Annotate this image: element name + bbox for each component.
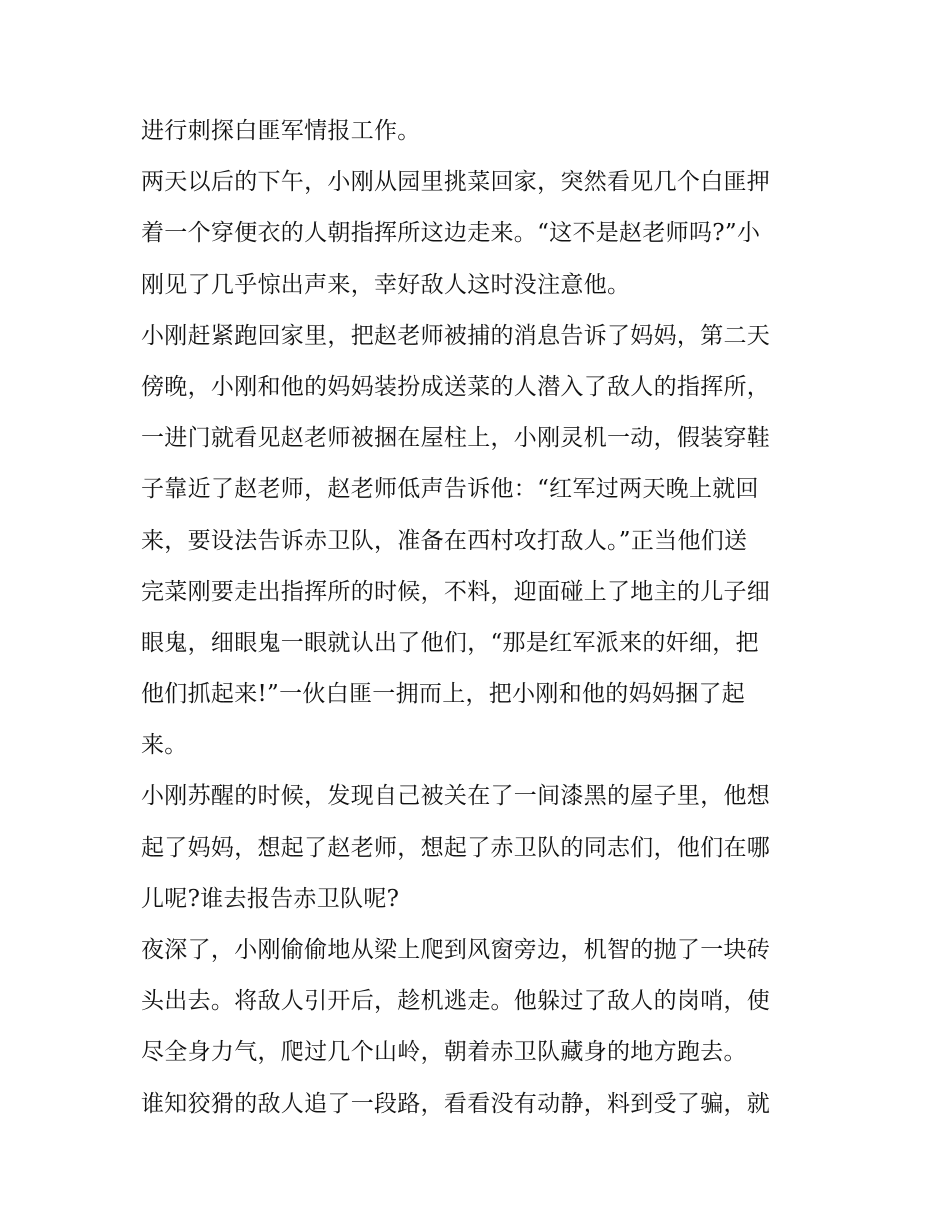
text-line-6: 傍晚，小刚和他的妈妈装扮成送菜的人潜入了敌人的指挥所，: [141, 373, 771, 400]
text-line-7: 一进门就看见赵老师被捆在屋柱上，小刚灵机一动，假装穿鞋: [141, 425, 771, 452]
story-text-block: [141, 106, 821, 1130]
text-line-15: 起了妈妈，想起了赵老师，想起了赤卫队的同志们，他们在哪: [141, 834, 771, 861]
text-line-9: 来，要设法告诉赤卫队，准备在西村攻打敌人。”正当他们送: [141, 527, 748, 554]
text-line-16: 儿呢?谁去报告赤卫队呢?: [141, 885, 400, 912]
text-line-2: 两天以后的下午，小刚从园里挑菜回家，突然看见几个白匪押: [141, 169, 771, 196]
text-line-4: 刚见了几乎惊出声来，幸好敌人这时没注意他。: [141, 271, 631, 298]
text-line-20: 谁知狡猾的敌人追了一段路，看看没有动静，料到受了骗，就: [141, 1090, 771, 1117]
text-line-3: 着一个穿便衣的人朝指挥所这边走来。“这不是赵老师吗?”小: [141, 220, 761, 247]
text-line-10: 完菜刚要走出指挥所的时候，不料，迎面碰上了地主的儿子细: [141, 578, 771, 605]
text-line-13: 来。: [141, 732, 188, 759]
text-line-11: 眼鬼，细眼鬼一眼就认出了他们，“那是红军派来的奸细，把: [141, 629, 759, 656]
text-line-5: 小刚赶紧跑回家里，把赵老师被捕的消息告诉了妈妈，第二天: [141, 322, 771, 349]
text-line-17: 夜深了，小刚偷偷地从梁上爬到风窗旁边，机智的抛了一块砖: [141, 937, 771, 963]
text-line-8: 子靠近了赵老师，赵老师低声告诉他：“红军过两天晚上就回: [141, 476, 759, 503]
text-line-12: 他们抓起来!”一伙白匪一拥而上，把小刚和他的妈妈捆了起: [141, 681, 746, 708]
text-line-1: 进行刺探白匪军情报工作。: [141, 118, 421, 144]
text-line-14: 小刚苏醒的时候，发现自己被关在了一间漆黑的屋子里，他想: [141, 783, 771, 810]
text-line-19: 尽全身力气，爬过几个山岭，朝着赤卫队藏身的地方跑去。: [141, 1039, 747, 1066]
text-line-18: 头出去。将敌人引开后，趁机逃走。他躲过了敌人的岗哨，使: [141, 988, 771, 1015]
